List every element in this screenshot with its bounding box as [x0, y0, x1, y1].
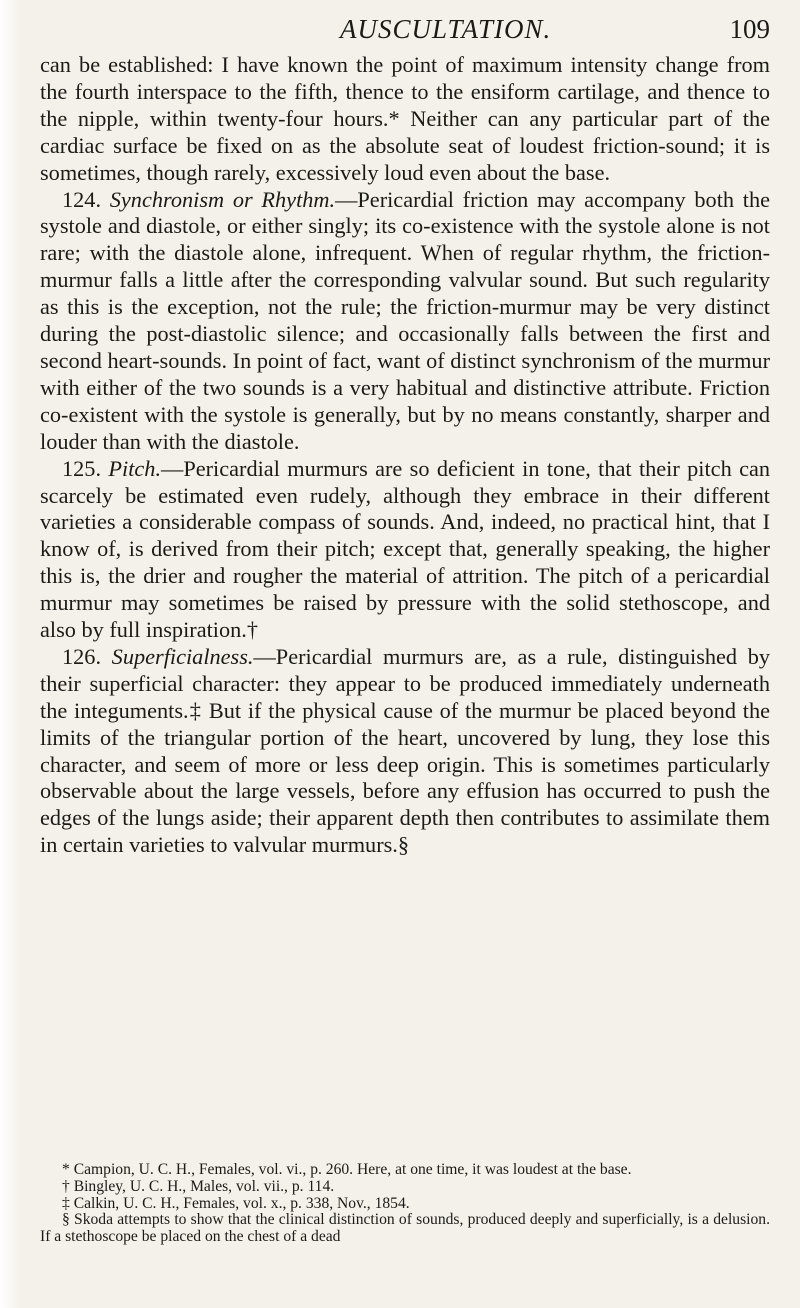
running-head	[40, 14, 770, 54]
section-paragraph-126	[40, 644, 770, 859]
section-title: Synchronism or Rhythm.	[109, 186, 336, 212]
page-left-edge	[0, 0, 20, 1308]
section-text: —Pericardial friction may accompany both the systole and diastole, or either singly; its co-existence with the systole alone is not rare; with the diastole alone, infrequent. When of regular rhythm, the friction-murmur falls a little after the corresponding valvular sound. But such regularity as this is the exception, not the rule; the friction-murmur may be very distinct during the post-diastolic silence; and occasionally falls between the first and second heart-sounds. In point of fact, want of distinct synchronism of the murmur with either of the two sounds is a very habitual and distinctive attribute. Friction co-existent with the systole is generally, but by no means constantly, sharper and louder than with the diastole.	[40, 186, 771, 454]
footnote: § Skoda attempts to show that the clinical distinction of sounds, produced deeply and superficially, is a delusion. If a stethoscope be placed on the chest of a dead	[40, 1211, 770, 1246]
section-title: Superficialness.	[111, 643, 254, 669]
running-title: AUSCULTATION.	[340, 14, 552, 44]
intro-paragraph: can be established: I have known the point of maximum intensity change from the fourth interspace to the fifth, thence to the ensiform cartilage, and thence to the nipple, within twenty-four hours.* Neither can any particular part of the cardiac surface be fixed on as the absolute seat of loudest friction-sound; it is sometimes, though rarely, excessively loud even about the base.	[40, 52, 770, 185]
footnote: * Campion, U. C. H., Females, vol. vi., p. 260. Here, at one time, it was loudest at the base.	[62, 1161, 632, 1178]
section-paragraph-124	[40, 187, 770, 456]
section-number: 126.	[62, 643, 102, 669]
section-number: 125.	[62, 455, 102, 481]
section-text: —Pericardial murmurs are, as a rule, distinguished by their superficial character: they appear to be produced immediately underneath the integuments.‡ But if the physical cause of the murmur be placed beyond the limits of the triangular portion of the heart, uncovered by lung, they lose this character, and seem of more or less deep origin. This is sometimes particularly observable about the large vessels, before any effusion has occurred to push the edges of the lungs aside; their apparent depth then contributes to assimilate them in certain varieties to valvular murmurs.§	[40, 643, 770, 858]
section-paragraph-125	[40, 456, 770, 644]
footnote: ‡ Calkin, U. C. H., Females, vol. x., p. 338, Nov., 1854.	[62, 1194, 410, 1212]
body-text	[40, 52, 770, 859]
footnotes	[40, 1162, 770, 1246]
section-text: —Pericardial murmurs are so deficient in tone, that their pitch can scarcely be estimated even rudely, although they embrace in their different varieties a considerable compass of sounds. And, indeed, no practical hint, that I know of, is derived from their pitch; except that, generally speaking, the higher this is, the drier and rougher the material of attrition. The pitch of a pericardial murmur may sometimes be raised by pressure with the solid stethoscope, and also by full inspiration.†	[40, 455, 771, 643]
page-number: 109	[729, 14, 770, 44]
section-number: 124.	[62, 186, 102, 212]
section-title: Pitch.	[108, 455, 162, 481]
footnote: † Bingley, U. C. H., Males, vol. vii., p. 114.	[62, 1177, 335, 1195]
